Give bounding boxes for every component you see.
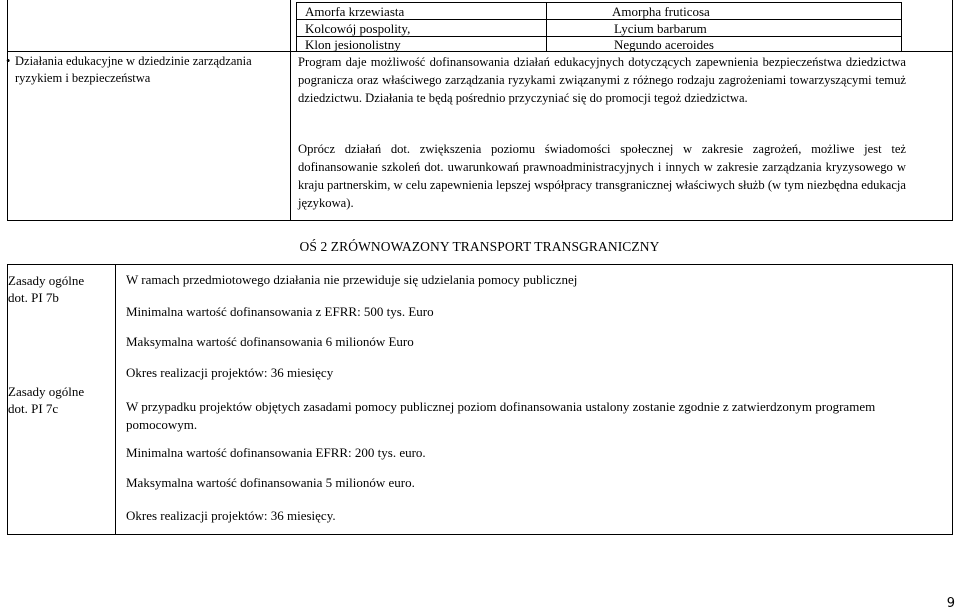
paragraph-training: Oprócz działań dot. zwiększenia poziomu świadomości społecznej w zakresie zagrożeń, możliwe jest też dofinansowanie szkoleń dot. uwarunkowań prawnoadministracyjnych i innych w zakresie zarządzania kryzysowego w kraju partnerskim, w celu zapewnienia lepszej współpracy transgranicznej właściwych służb (w tym niezbędna edukacja językowa). [298,142,906,210]
row-label [8,383,108,417]
species-latin-name: Negundo aceroides [614,37,714,52]
page-number: 9 [946,596,955,611]
axis-heading: OŚ 2 ZRÓWNOWAZONY TRANSPORT TRANSGRANICZNY [299,239,660,254]
species-latin-name: Lycium barbarum [614,21,707,36]
species-common-name: Kolcowój pospolity, [305,21,411,36]
row-label [8,272,108,306]
species-common-name: Klon jesionolistny [305,37,401,52]
rule-line: Minimalna wartość dofinansowania z EFRR: 500 tys. Euro [126,304,434,319]
row-label-line: dot. PI 7c [8,401,59,416]
rule-line: Okres realizacji projektów: 36 miesięcy. [126,508,336,523]
rule-line: Maksymalna wartość dofinansowania 6 milionów Euro [126,334,414,349]
rule-line: Minimalna wartość dofinansowania EFRR: 200 tys. euro. [126,445,426,460]
paragraph-program: Program daje możliwość dofinansowania działań edukacyjnych dotyczących zapewnienia bezpieczeństwa dziedzictwa pogranicza oraz właściwego zarządzania ryzykami związanymi z różnego rodzaju zagrożeniami towarzyszącymi temuż dziedzictwu. Działania te będą pośrednio przyczyniać się do promocji tegoż dziedzictwa. [298,55,906,105]
species-latin-name: Amorpha fruticosa [612,4,710,19]
bullet-icon: • [6,54,11,68]
row-label-line: Zasady ogólne [8,384,85,399]
species-common-name: Amorfa krzewiasta [305,4,405,19]
rule-line: Maksymalna wartość dofinansowania 5 milionów euro. [126,475,415,490]
rule-line: W przypadku projektów objętych zasadami pomocy publicznej poziom dofinansowania ustalony zostanie zgodnie z zatwierdzonym programem pomocowym. [126,399,876,432]
section-label [6,53,278,87]
rule-line: Okres realizacji projektów: 36 miesięcy [126,365,334,380]
section-label-text: Działania edukacyjne w dziedzinie zarządzania ryzykiem i bezpieczeństwa [15,54,252,85]
row-label-line: Zasady ogólne [8,273,85,288]
row-label-line: dot. PI 7b [8,290,59,305]
rule-line: W ramach przedmiotowego działania nie przewiduje się udzielania pomocy publicznej [126,272,578,287]
